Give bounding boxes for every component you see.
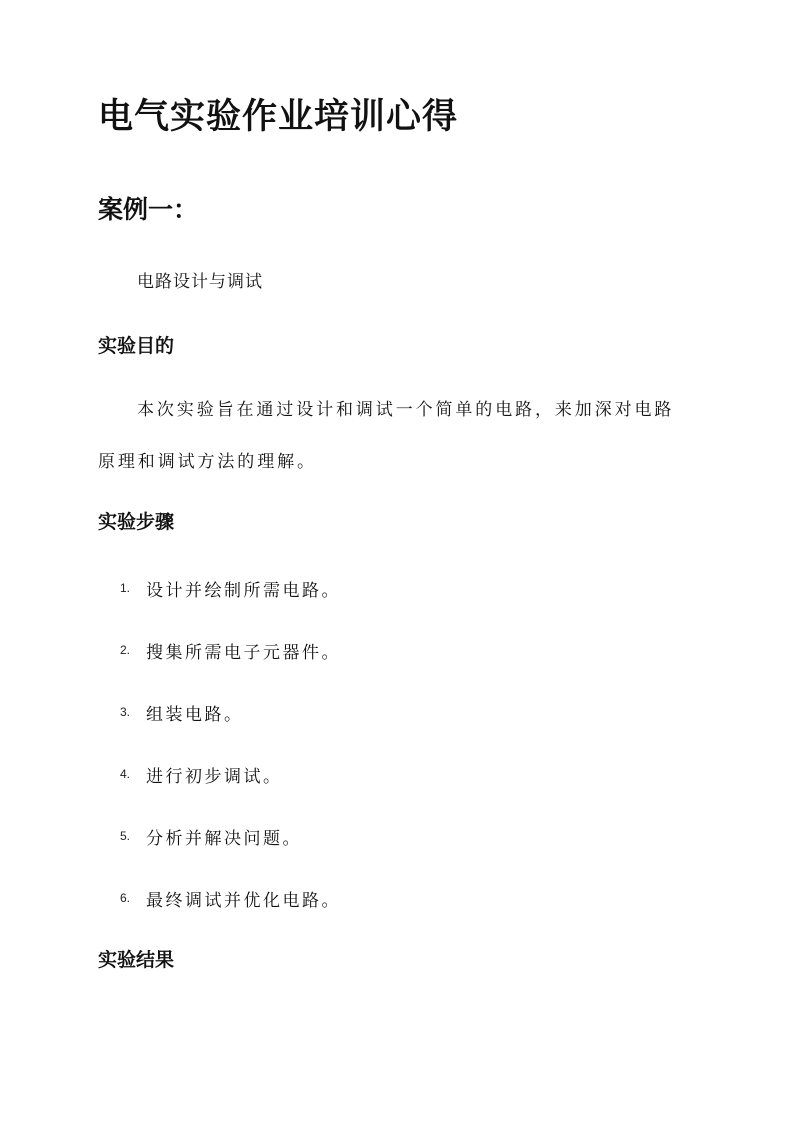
- list-item-number: 4.: [120, 767, 131, 781]
- case-subtitle: 电路设计与调试: [137, 272, 263, 292]
- list-item-text: 设计并绘制所需电路。: [146, 580, 341, 601]
- list-item: [120, 635, 341, 665]
- list-item-number: 3.: [120, 705, 131, 719]
- list-item: [120, 697, 244, 727]
- list-item: [120, 883, 341, 913]
- section-heading-result: 实验结果: [98, 949, 175, 971]
- purpose-paragraph-line-1: 本次实验旨在通过设计和调试一个简单的电路，来加深对电路: [137, 400, 675, 420]
- case-title: 案例一：: [98, 195, 199, 224]
- list-item-number: 5.: [120, 829, 131, 843]
- list-item-number: 2.: [120, 643, 131, 657]
- list-item-text: 分析并解决问题。: [146, 828, 302, 849]
- list-item-text: 进行初步调试。: [146, 766, 283, 787]
- list-item-text: 最终调试并优化电路。: [146, 890, 341, 911]
- list-item-text: 搜集所需电子元器件。: [146, 642, 341, 663]
- section-heading-steps: 实验步骤: [98, 511, 175, 533]
- section-heading-purpose: 实验目的: [98, 335, 175, 357]
- list-item: [120, 573, 341, 603]
- document-title: 电气实验作业培训心得: [98, 97, 459, 137]
- purpose-paragraph-line-2: 原理和调试方法的理解。: [98, 452, 317, 472]
- list-item-text: 组装电路。: [146, 704, 244, 725]
- list-item-number: 6.: [120, 891, 131, 905]
- list-item-number: 1.: [120, 581, 131, 595]
- list-item: [120, 821, 302, 851]
- list-item: [120, 759, 283, 789]
